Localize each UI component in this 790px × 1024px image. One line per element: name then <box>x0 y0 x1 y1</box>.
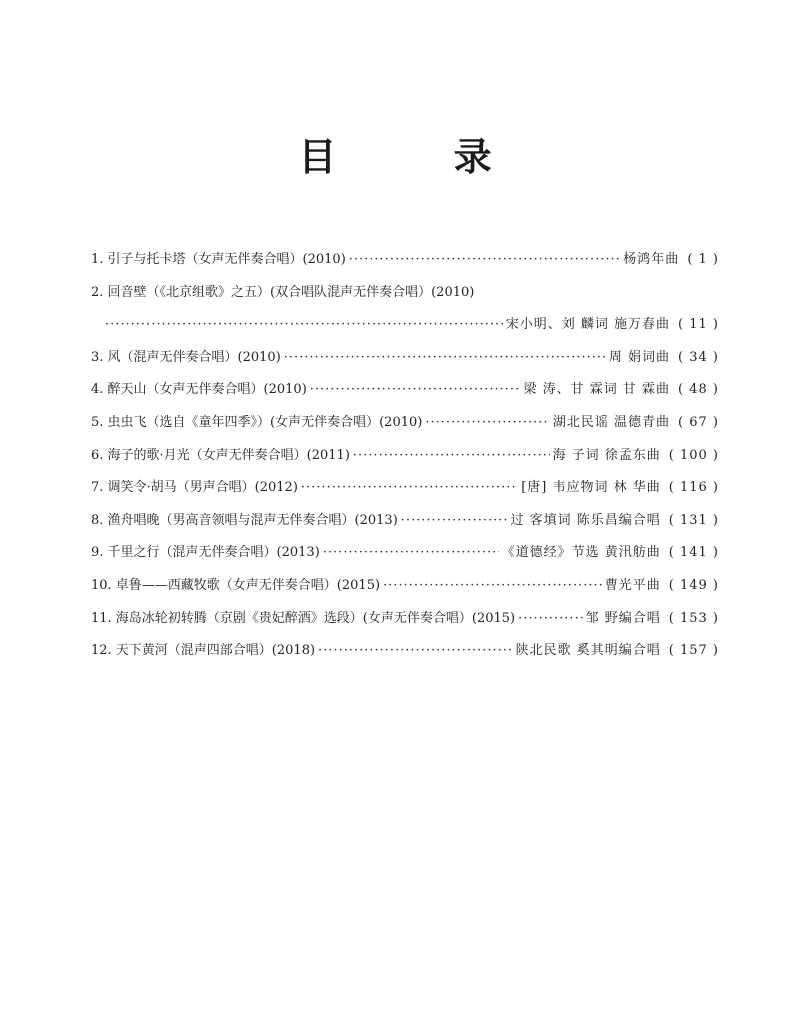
toc-entry-7[interactable] <box>91 472 719 505</box>
dot-leader <box>425 407 550 440</box>
entry-page: ( 1 ) <box>687 252 719 267</box>
toc-entry-4[interactable] <box>91 374 719 407</box>
entry-page: ( 153 ) <box>668 610 719 626</box>
toc-entry-11[interactable] <box>91 603 719 636</box>
entry-page: ( 157 ) <box>668 643 719 659</box>
toc-entry-8[interactable] <box>91 505 719 538</box>
dot-leader <box>310 374 521 407</box>
entry-title: 3. 风（混声无伴奏合唱）(2010) <box>91 349 281 365</box>
table-of-contents <box>91 244 719 668</box>
dot-leader <box>383 570 602 603</box>
toc-entry-12[interactable] <box>91 635 719 668</box>
entry-credits: 曹光平曲 <box>604 577 661 593</box>
toc-entry-2-continuation[interactable] <box>91 309 719 342</box>
entry-credits: [唐] 韦应物词 林 华曲 <box>521 480 661 496</box>
entry-page: ( 141 ) <box>668 545 719 561</box>
entry-page: ( 131 ) <box>668 512 719 528</box>
toc-entry-10[interactable] <box>91 570 719 603</box>
entry-title: 6. 海子的歌·月光（女声无伴奏合唱）(2011) <box>91 447 350 463</box>
entry-page: ( 11 ) <box>678 317 719 333</box>
entry-title: 4. 醉天山（女声无伴奏合唱）(2010) <box>91 382 307 398</box>
dot-leader <box>401 505 508 538</box>
entry-title: 9. 千里之行（混声无伴奏合唱）(2013) <box>91 545 320 561</box>
toc-entry-1[interactable] <box>91 244 719 277</box>
dot-leader <box>318 635 513 668</box>
entry-credits: 宋小明、刘 麟词 施万春曲 <box>505 317 671 333</box>
dot-leader <box>349 244 621 277</box>
entry-title: 5. 虫虫飞（选自《童年四季》）(女声无伴奏合唱）(2010) <box>91 414 423 430</box>
dot-leader <box>284 342 606 375</box>
entry-title: 2. 回音壁（《北京组歌》之五）(双合唱队混声无伴奏合唱）(2010) <box>91 284 475 300</box>
entry-title: 10. 卓鲁——西藏牧歌（女声无伴奏合唱）(2015) <box>91 577 381 593</box>
page-title: 目 录 <box>298 135 544 179</box>
entry-title: 11. 海岛冰轮初转腾（京剧《贵妃醉酒》选段）(女声无伴奏合唱）(2015) <box>91 610 516 626</box>
entry-title: 1. 引子与托卡塔（女声无伴奏合唱）(2010) <box>91 252 346 267</box>
toc-entry-5[interactable] <box>91 407 719 440</box>
toc-entry-2[interactable] <box>91 277 719 310</box>
entry-title: 12. 天下黄河（混声四部合唱）(2018) <box>91 643 316 659</box>
entry-credits: 邹 野编合唱 <box>585 610 661 626</box>
entry-credits: 海 子词 徐孟东曲 <box>552 447 661 463</box>
entry-page: ( 34 ) <box>678 349 719 365</box>
entry-page: ( 116 ) <box>668 480 719 496</box>
entry-credits: 周 娟词曲 <box>608 349 671 365</box>
dot-leader <box>353 440 550 473</box>
entry-credits: 杨鸿年曲 <box>623 252 680 267</box>
toc-entry-6[interactable] <box>91 440 719 473</box>
entry-credits: 梁 涛、甘 霖词 甘 霖曲 <box>523 382 671 398</box>
toc-entry-9[interactable] <box>91 537 719 570</box>
entry-page: ( 149 ) <box>668 577 719 593</box>
entry-page: ( 100 ) <box>668 447 719 463</box>
entry-page: ( 48 ) <box>678 382 719 398</box>
dot-leader <box>518 603 583 636</box>
entry-title: 7. 调笑令·胡马（男声合唱）(2012) <box>91 480 298 496</box>
dot-leader <box>323 537 499 570</box>
entry-page: ( 67 ) <box>678 414 719 430</box>
toc-entry-3[interactable] <box>91 342 719 375</box>
entry-credits: 过 客填词 陈乐昌编合唱 <box>510 512 661 528</box>
entry-credits: 陕北民歌 奚其明编合唱 <box>515 643 661 659</box>
entry-credits: 湖北民谣 温德青曲 <box>552 414 671 430</box>
dot-leader <box>105 309 503 342</box>
entry-credits: 《道德经》节选 黄汛舫曲 <box>501 545 661 561</box>
dot-leader <box>301 472 518 505</box>
entry-title: 8. 渔舟唱晚（男高音领唱与混声无伴奏合唱）(2013) <box>91 512 398 528</box>
